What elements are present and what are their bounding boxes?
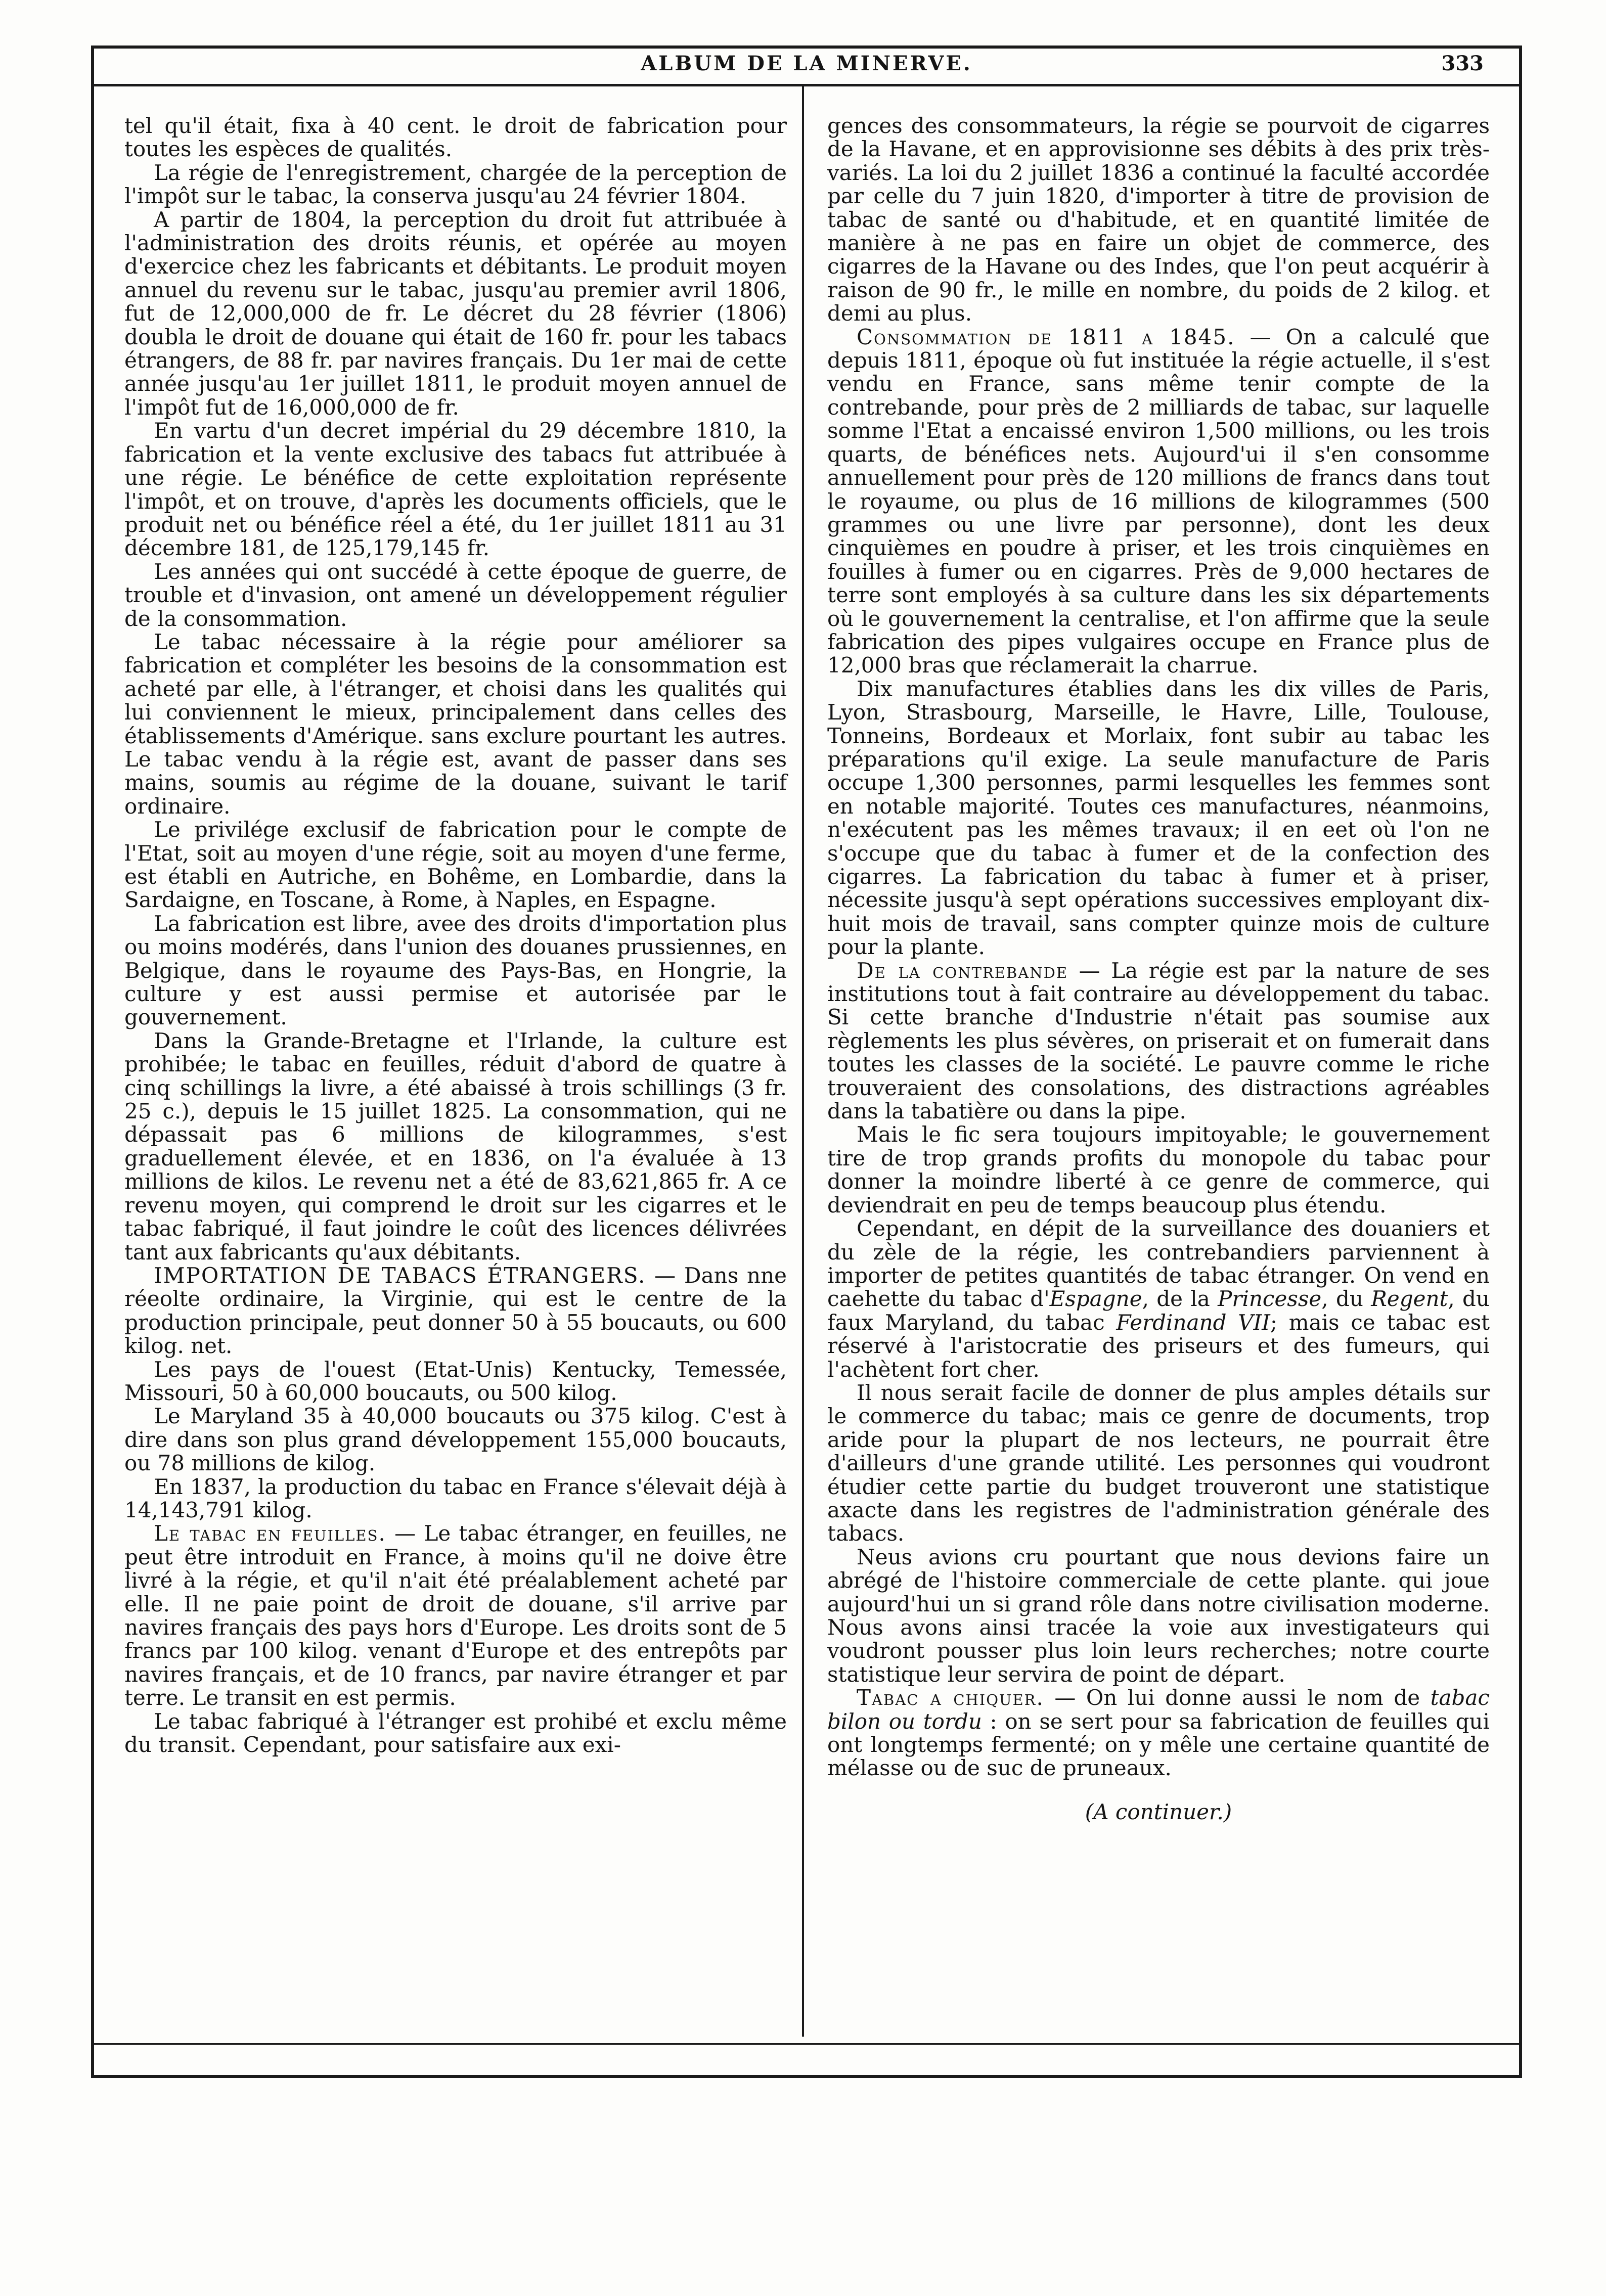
paragraph: Les années qui ont succédé à cette époque de guerre, de trouble et d'invasion, ont amené un développement régulier de la consommation. [124,559,787,631]
section-heading: De la contrebande [857,958,1068,983]
paragraph [827,959,1490,1123]
paragraph-text: — Dans nne réeolte ordinaire, la Virginie, qui est le centre de la production principale, peut donner 50 à 55 boucauts, ou 600 kilog. net. [124,1263,787,1359]
paragraph: Le Maryland 35 à 40,000 boucauts ou 375 kilog. C'est à dire dans son plus grand développement 155,000 boucauts, ou 78 millions de kilog. [124,1404,787,1476]
running-title: ALBUM DE LA MINERVE. [641,52,972,75]
section-heading: Consommation de 1811 a 1845. [857,324,1235,349]
paragraph-text: — On lui donne aussi le nom de [1044,1685,1431,1710]
paragraph: En 1837, la production du tabac en France s'élevait déjà à 14,143,791 kilog. [124,1474,787,1522]
column-divider [802,85,804,2037]
paragraph-text: Cependant, en dépit de la surveillance des douaniers et du zèle de la régie, les contrebandiers parviennent à importer de petites quantités de tabac étranger. On vend en caehette du tabac d' [827,1216,1490,1312]
paragraph: Le privilége exclusif de fabrication pour le compte de l'Etat, soit au moyen d'une régie, soit au moyen d'une ferme, est établi en Autriche, en Bohême, en Lombardie, dans la Sardaigne, en Toscane, à Rome, à Naples, en Espagne. [124,817,787,913]
to-be-continued: (A continuer.) [1085,1799,1232,1824]
page-number: 333 [1441,52,1484,75]
paragraph: tel qu'il était, fixa à 40 cent. le droit de fabrication pour toutes les espèces de qualités. [124,113,787,162]
paragraph: Neus avions cru pourtant que nous devions faire un abrégé de l'histoire commerciale de cette plante. qui joue aujourd'hui un si grand rôle dans notre civilisation moderne. Nous avons ainsi tracée la voie aux investigateurs qui voudront pousser plus loin leurs recherches; notre courte statistique leur servira de point de départ. [827,1544,1490,1687]
paragraph: gences des consommateurs, la régie se pourvoit de cigarres de la Havane, et en approvisionne ses débits à des prix très-variés. La loi du 2 juillet 1836 a continué la faculté accordée par celle du 7 juin 1820, d'importer à titre de provision de tabac de santé ou d'habitude, et en quantité limitée de manière à ne pas en faire un objet de commerce, des cigarres de la Havane ou des Indes, que l'on peut acquérir à raison de 90 fr., le mille en nombre, du poids de 2 kilog. et demi au plus. [827,113,1490,326]
paragraph-text: , du [1321,1286,1371,1312]
paragraph [827,326,1490,678]
italic-name: Regent [1371,1286,1448,1312]
paragraph-text: ; mais ce tabac est réservé à l'aristocratie des priseurs et des fumeurs, qui l'achètent fort cher. [827,1310,1490,1382]
paragraph [827,1217,1490,1381]
paragraph: Il nous serait facile de donner de plus amples détails sur le commerce du tabac; mais ce genre de documents, trop aride pour la plupart de nos lecteurs, ne pourrait être d'ailleurs d'une grande utilité. Les personnes qui voudront étudier cette partie du budget trouveront une statistique axacte dans les registres de l'administration générale des tabacs. [827,1380,1490,1546]
right-column [827,114,1490,1824]
section-heading: Le tabac en feuilles. [154,1521,386,1546]
paragraph-text: : on se sert pour sa fabrication de feuilles qui ont longtemps fermenté; on y mêle une certaine quantité de mélasse ou de suc de pruneaux. [827,1708,1490,1781]
newspaper-page [91,46,1522,2078]
paragraph-text: — Le tabac étranger, en feuilles, ne peut être introduit en France, à moins qu'il ne doive être livré à la régie, et qu'il n'ait été préalablement acheté par elle. Il ne paie point de droit de douane, s'il arrive par navires français des pays hors d'Europe. Les droits sont de 5 francs par 100 kilog. venant d'Europe et des entrepôts par navires français, et de 10 francs, par navire étranger et par terre. Le transit en est permis. [124,1521,787,1710]
section-heading: Tabac a chiquer. [857,1685,1044,1710]
paragraph: La régie de l'enregistrement, chargée de la perception de l'impôt sur le tabac, la conserva jusqu'au 24 février 1804. [124,160,787,209]
section-heading: IMPORTATION DE TABACS ÉTRANGERS. [154,1263,646,1288]
bottom-rule [94,2043,1519,2045]
italic-name: Espagne [1049,1286,1142,1312]
paragraph: La fabrication est libre, avee des droits d'importation plus ou moins modérés, dans l'union des douanes prussiennes, en Belgique, dans le royaume des Pays-Bas, en Hongrie, la culture y est aussi permise et autorisée par le gouvernement. [124,911,787,1030]
paragraph: Le tabac fabriqué à l'étranger est prohibé et exclu même du transit. Cependant, pour satisfaire aux exi- [124,1708,787,1758]
paragraph [827,1686,1490,1780]
paragraph: A partir de 1804, la perception du droit fut attribuée à l'administration des droits réunis, et opérée au moyen d'exercice chez les fabricants et débitants. Le produit moyen annuel du revenu sur le tabac, jusqu'au premier avril 1806, fut de 12,000,000 de fr. Le décret du 28 février (1806) doubla le droit de douane qui était de 160 fr. pour les tabacs étrangers, de 88 fr. par navires français. Du 1er mai de cette année jusqu'au 1er juillet 1811, le produit moyen annuel de l'impôt fut de 16,000,000 de fr. [124,207,787,420]
italic-term: tabac bilon ou tordu [827,1685,1490,1734]
page-header [94,49,1519,86]
paragraph-text: — La régie est par la nature de ses institutions tout à fait contraire au développement du tabac. Si cette branche d'Industrie n'était pas soumise aux règlements les plus sévères, on priserait et on fumerait dans toutes les classes de la société. Le pauvre comme le riche trouveraient des consolations, des distractions agréables dans la tabatière ou dans la pipe. [827,958,1490,1124]
italic-name: Ferdinand VII [1116,1310,1270,1335]
left-column [124,114,787,1757]
paragraph-text: , de la [1142,1286,1218,1312]
italic-name: Princesse [1218,1286,1322,1312]
paragraph: Les pays de l'ouest (Etat-Unis) Kentucky, Temessée, Missouri, 50 à 60,000 boucauts, ou 500 kilog. [124,1357,787,1405]
paragraph: En vartu d'un decret impérial du 29 décembre 1810, la fabrication et la vente exclusive des tabacs fut attribuée à une régie. Le bénéfice de cette exploitation représente l'impôt, et on trouve, d'après les documents officiels, que le produit net ou bénéfice réel a été, du 1er juillet 1811 au 31 décembre 181, de 125,179,145 fr. [124,418,787,561]
paragraph: Mais le fic sera toujours impitoyable; le gouvernement tire de trop grands profits du monopole du tabac pour donner la moindre liberté à ce genre de commerce, qui deviendrait en peu de temps beaucoup plus étendu. [827,1122,1490,1218]
paragraph-text: , du faux Maryland, du tabac [827,1286,1490,1335]
paragraph [124,1264,787,1358]
paragraph: Dans la Grande-Bretagne et l'Irlande, la culture est prohibée; le tabac en feuilles, réduit d'abord de quatre à cinq schillings la livre, a été abaissé à trois schillings (3 fr. 25 c.), depuis le 15 juillet 1825. La consommation, qui ne dépassait pas 6 millions de kilogrammes, s'est graduellement élevée, et en 1836, on l'a évaluée à 13 millions de kilos. Le revenu net a été de 83,621,865 fr. A ce revenu moyen, qui comprend le droit sur les cigarres et le tabac fabriqué, il faut joindre le coût des licences délivrées tant aux fabricants qu'aux débitants. [124,1028,787,1265]
paragraph: Le tabac nécessaire à la régie pour améliorer sa fabrication et compléter les besoins de la consommation est acheté par elle, à l'étranger, et choisi dans les qualités qui lui conviennent le mieux, principalement dans celles des établissements d'Amérique. sans exclure pourtant les autres. Le tabac vendu à la régie est, avant de passer dans ses mains, soumis au régime de la douane, suivant le tarif ordinaire. [124,629,787,819]
paragraph: Dix manufactures établies dans les dix villes de Paris, Lyon, Strasbourg, Marseille, le Havre, Lille, Toulouse, Tonneins, Bordeaux et Morlaix, font subir au tabac les préparations qu'il exige. La seule manufacture de Paris occupe 1,300 personnes, parmi lesquelles les femmes sont en notable majorité. Toutes ces manufactures, néanmoins, n'exécutent pas les mêmes travaux; il en eet où l'on ne s'occupe que du tabac à fumer et de la confection des cigarres. La fabrication du tabac à fumer et à priser, nécessite jusqu'à sept opérations successives employant dix-huit mois de travail, sans compter quinze mois de culture pour la plante. [827,676,1490,960]
paragraph-text: — On a calculé que depuis 1811, époque où fut instituée la régie actuelle, il s'est vendu en France, sans même tenir compte de la contrebande, pour près de 2 milliards de tabac, sur laquelle somme l'Etat a encaissé environ 1,500 millions, ou les trois quarts, de bénéfices nets. Aujourd'ui il s'en consomme annuellement pour près de 120 millions de francs dans tout le royaume, ou plus de 16 millions de kilogrammes (500 grammes ou une livre par personne), dont les deux cinquièmes en poudre à priser, et les trois cinquièmes en fouilles à fumer ou en cigarres. Près de 9,000 hectares de terre sont employés à sa culture dans les six départements où le gouvernement la centralise, et l'on affirme que la seule fabrication des pipes vulgaires occupe en France plus de 12,000 bras que réclamerait la charrue. [827,324,1490,678]
paragraph [124,1522,787,1709]
